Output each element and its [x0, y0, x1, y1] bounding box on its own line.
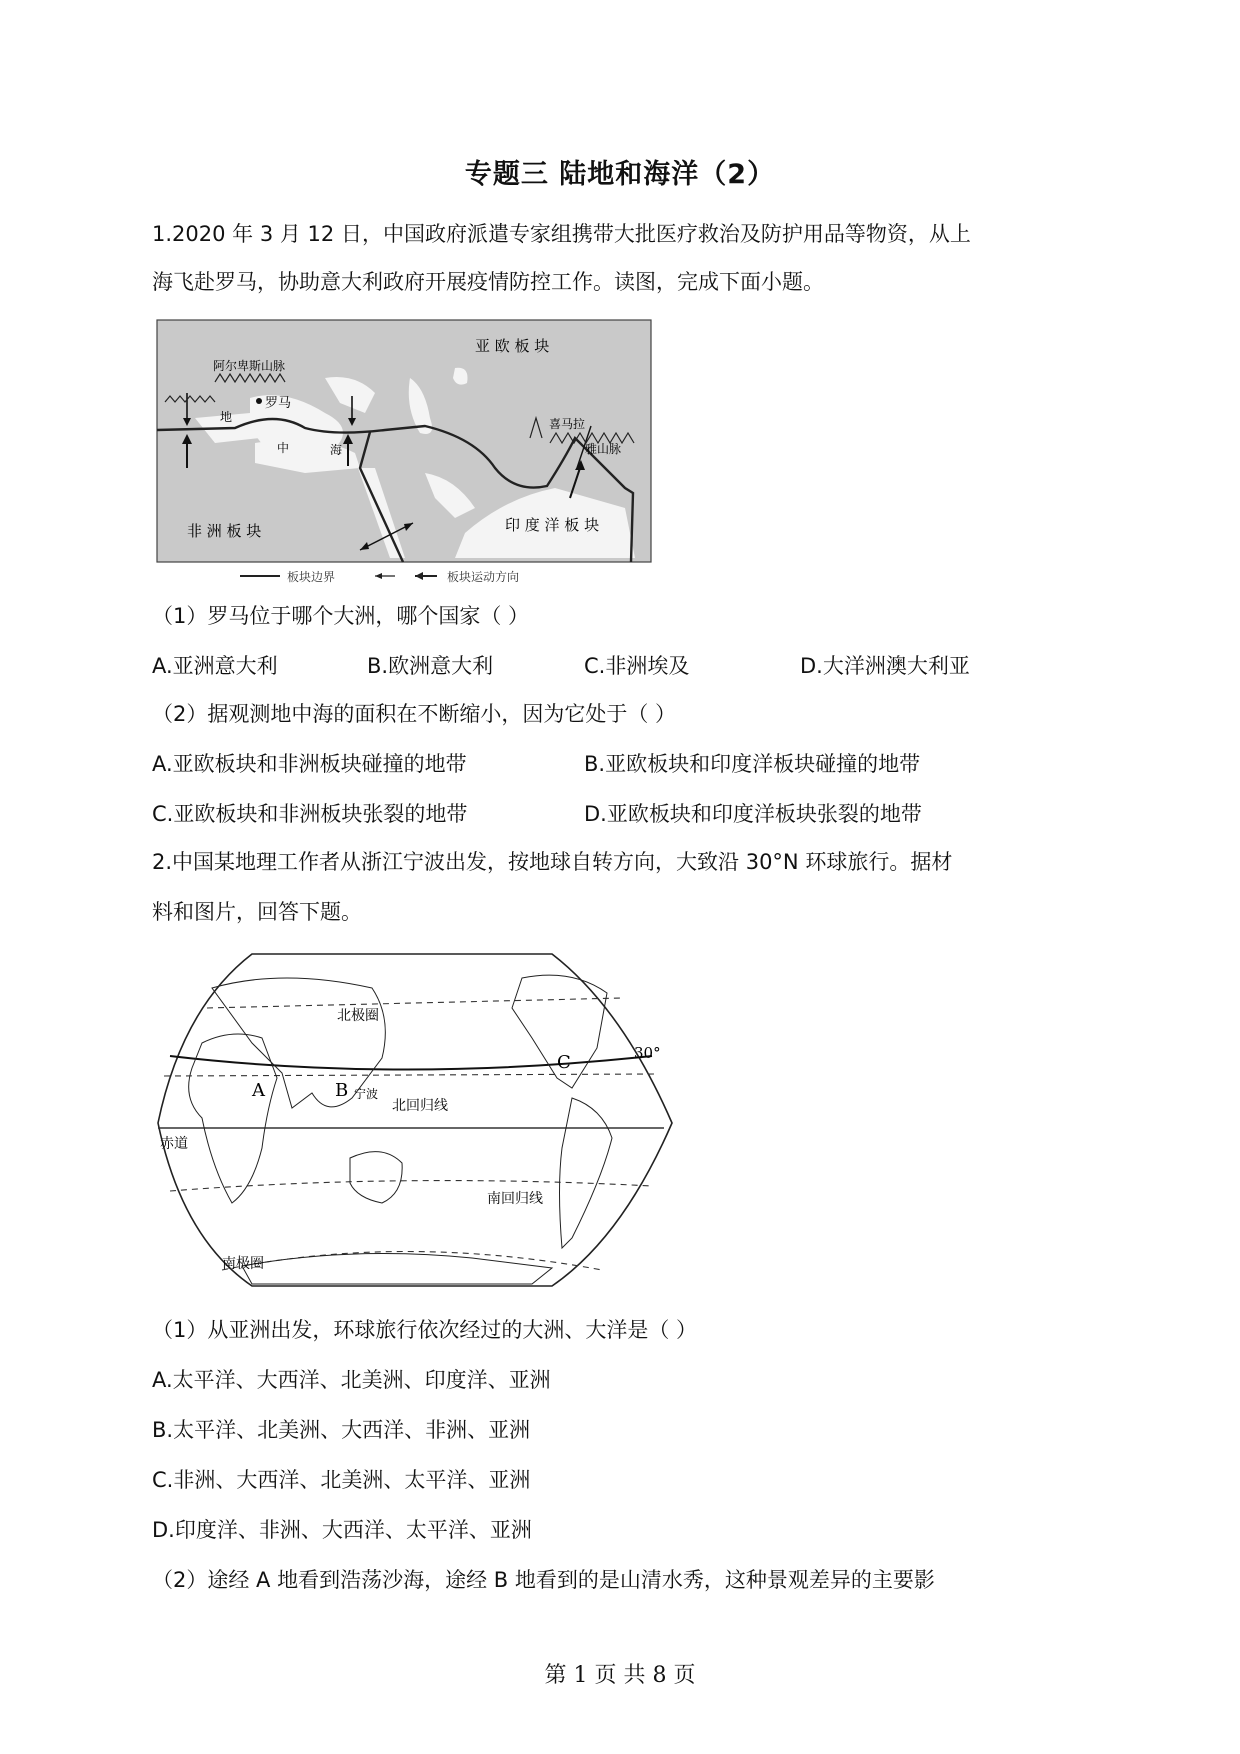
q2-stem-line1: 2.中国某地理工作者从浙江宁波出发，按地球自转方向，大致沿 30°N 环球旅行。据材 [152, 850, 953, 874]
svg-text:宁波: 宁波 [354, 1087, 379, 1101]
svg-text:阿尔卑斯山脉: 阿尔卑斯山脉 [213, 359, 286, 373]
q1-sub2-stem: （2）据观测地中海的面积在不断缩小，因为它处于（ ） [152, 702, 677, 726]
world-map-figure [152, 948, 712, 1288]
svg-text:C: C [557, 1052, 571, 1073]
svg-text:中: 中 [277, 441, 290, 455]
svg-text:南回归线: 南回归线 [487, 1191, 543, 1207]
option-d: D.大洋洲澳大利亚 [800, 654, 970, 678]
option-d: D.亚欧板块和印度洋板块张裂的地带 [584, 802, 922, 826]
svg-text:30°: 30° [634, 1044, 661, 1062]
q1-stem-line1: 1.2020 年 3 月 12 日，中国政府派遣专家组携带大批医疗救治及防护用品等物资，从上 [152, 222, 971, 246]
svg-text:海: 海 [330, 443, 343, 457]
svg-text:印 度 洋 板 块: 印 度 洋 板 块 [505, 516, 600, 534]
svg-text:北回归线: 北回归线 [392, 1098, 448, 1114]
option-b: B.亚欧板块和印度洋板块碰撞的地带 [584, 752, 921, 776]
q2-sub2-stem: （2）途经 A 地看到浩荡沙海，途经 B 地看到的是山清水秀，这种景观差异的主要影 [152, 1568, 935, 1592]
q2-sub1-option-c: C.非洲、大西洋、北美洲、太平洋、亚洲 [152, 1468, 531, 1492]
q2-sub1-option-b: B.太平洋、北美洲、大西洋、非洲、亚洲 [152, 1418, 531, 1442]
svg-text:亚 欧 板 块: 亚 欧 板 块 [475, 337, 550, 355]
q1-sub2-options-row1 [152, 750, 1092, 778]
page-title: 专题三 陆地和海洋（2） [464, 159, 776, 190]
svg-text:A: A [252, 1080, 265, 1101]
q1-sub1-options [152, 652, 1092, 680]
svg-text:雅山脉: 雅山脉 [585, 442, 622, 456]
svg-text:板块运动方向: 板块运动方向 [447, 570, 520, 584]
option-b: B.欧洲意大利 [367, 654, 494, 678]
q1-sub2-options-row2 [152, 800, 1092, 828]
q2-sub1-option-a: A.太平洋、大西洋、北美洲、印度洋、亚洲 [152, 1368, 551, 1392]
svg-text:地: 地 [220, 410, 233, 424]
svg-text:非 洲 板 块: 非 洲 板 块 [187, 522, 262, 540]
svg-text:赤道: 赤道 [160, 1136, 188, 1152]
plate-map-figure [155, 318, 655, 584]
svg-text:板块边界: 板块边界 [287, 570, 336, 584]
q1-sub1-stem: （1）罗马位于哪个大洲，哪个国家（ ） [152, 604, 530, 628]
option-a: A.亚欧板块和非洲板块碰撞的地带 [152, 752, 467, 776]
q1-stem-line2: 海飞赴罗马，协助意大利政府开展疫情防控工作。读图，完成下面小题。 [152, 270, 824, 294]
world-map [152, 948, 712, 1288]
svg-text:北极圈: 北极圈 [337, 1008, 379, 1024]
plate-tectonics-map [155, 318, 655, 584]
option-a: A.亚洲意大利 [152, 654, 278, 678]
svg-text:喜马拉: 喜马拉 [549, 417, 586, 431]
page-footer: 第 1 页 共 8 页 [544, 1663, 696, 1688]
svg-text:罗马: 罗马 [265, 396, 292, 411]
option-c: C.亚欧板块和非洲板块张裂的地带 [152, 802, 468, 826]
q2-sub1-option-d: D.印度洋、非洲、大西洋、太平洋、亚洲 [152, 1518, 532, 1542]
svg-text:南极圈: 南极圈 [222, 1256, 264, 1272]
q2-sub1-stem: （1）从亚洲出发，环球旅行依次经过的大洲、大洋是（ ） [152, 1318, 698, 1342]
q2-stem-line2: 料和图片，回答下题。 [152, 900, 362, 924]
option-c: C.非洲埃及 [584, 654, 690, 678]
svg-text:B: B [335, 1080, 349, 1101]
